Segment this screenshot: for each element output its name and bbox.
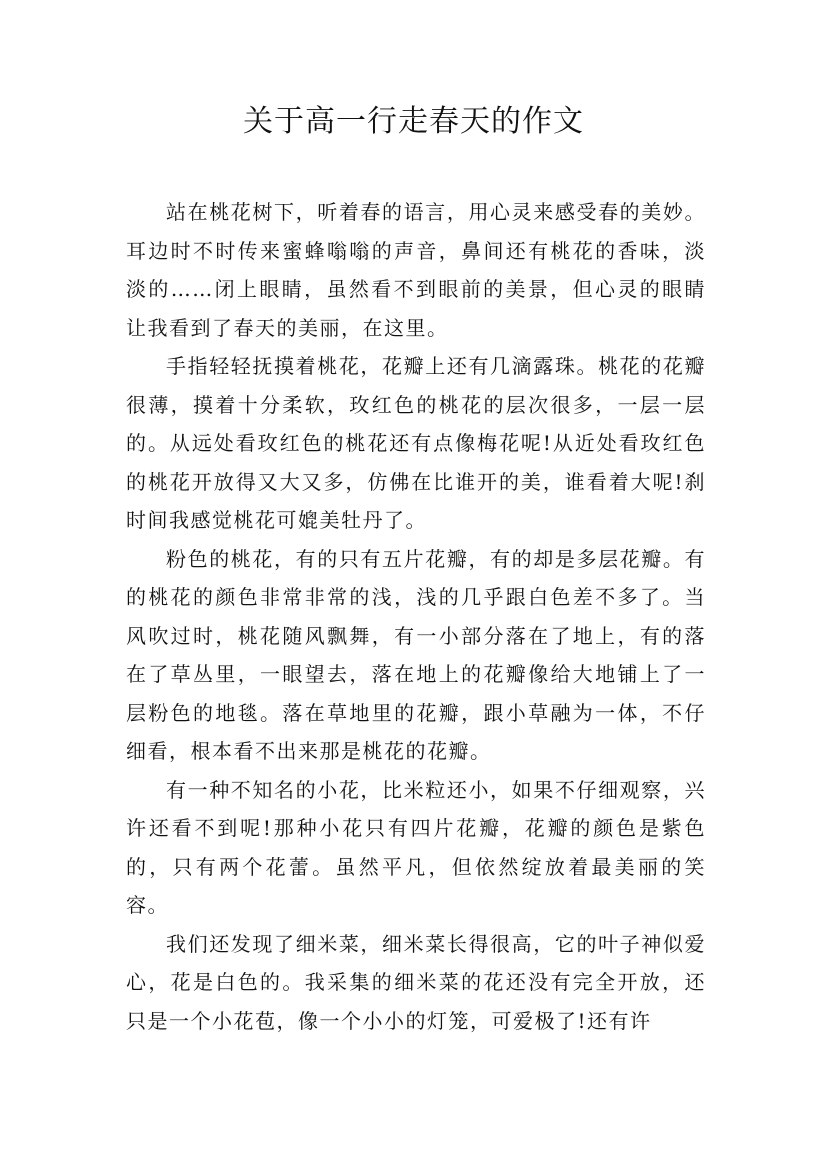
paragraph-2: 手指轻轻抚摸着桃花，花瓣上还有几滴露珠。桃花的花瓣很薄，摸着十分柔软，玫红色的桃花的层次很多，一层一层的。从远处看玫红色的桃花还有点像梅花呢!从近处看玫红色的桃花开放得又大又多，仿佛在比谁开的美，谁看着大呢!刹时间我感觉桃花可媲美牡丹了。: [126, 354, 706, 532]
paragraph-1: 站在桃花树下，听着春的语言，用心灵来感受春的美妙。耳边时不时传来蜜蜂嗡嗡的声音，鼻间还有桃花的香味，淡淡的……闭上眼睛，虽然看不到眼前的美景，但心灵的眼睛让我看到了春天的美丽，在这里。: [126, 200, 706, 340]
document-body: [126, 193, 706, 1040]
document-title: 关于高一行走春天的作文: [243, 104, 584, 139]
paragraph-4: 有一种不知名的小花，比米粒还小，如果不仔细观察，兴许还看不到呢!那种小花只有四片花瓣，花瓣的颜色是紫色的，只有两个花蕾。虽然平凡，但依然绽放着最美丽的笑容。: [126, 777, 706, 917]
paragraph-5: 我们还发现了细米菜，细米菜长得很高，它的叶子神似爱心，花是白色的。我采集的细米菜的花还没有完全开放，还只是一个小花苞，像一个小小的灯笼，可爱极了!还有许: [126, 931, 706, 1033]
paragraph-3: 粉色的桃花，有的只有五片花瓣，有的却是多层花瓣。有的桃花的颜色非常非常的浅，浅的几乎跟白色差不多了。当风吹过时，桃花随风飘舞，有一小部分落在了地上，有的落在了草丛里，一眼望去，落在地上的花瓣像给大地铺上了一层粉色的地毯。落在草地里的花瓣，跟小草融为一体，不仔细看，根本看不出来那是桃花的花瓣。: [126, 546, 706, 763]
